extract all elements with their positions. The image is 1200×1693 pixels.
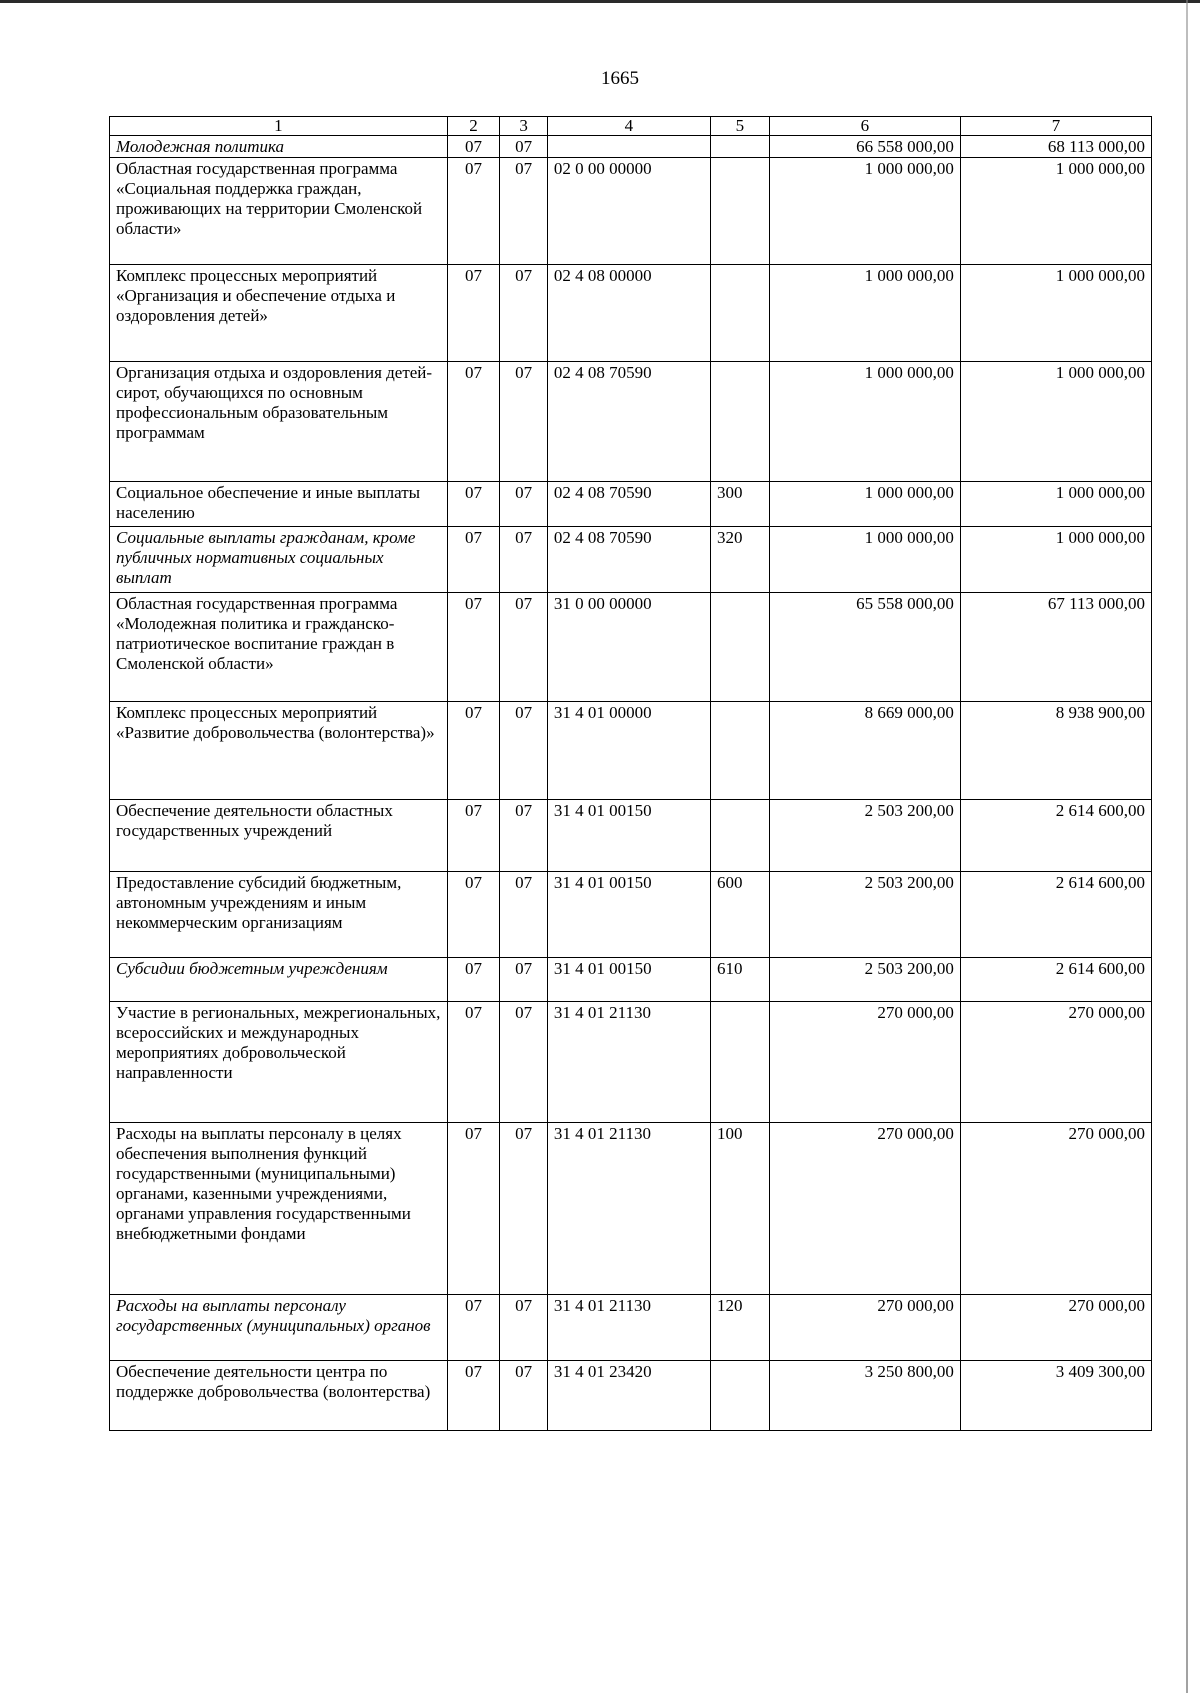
section-code-cell: 07 (447, 1295, 500, 1361)
row-name-cell: Комплекс процессных мероприятий «Развитие добровольчества (волонтерства)» (110, 702, 448, 800)
section-code-cell: 07 (447, 482, 500, 527)
amount-year2-cell: 3 409 300,00 (960, 1361, 1151, 1431)
amount-year2-cell: 1 000 000,00 (960, 265, 1151, 362)
table-row (110, 265, 1152, 362)
expense-type-cell (711, 158, 770, 265)
row-name-cell: Организация отдыха и оздоровления детей-сирот, обучающихся по основным профессиональным образовательным программам (110, 362, 448, 482)
subsection-code-cell: 07 (500, 872, 548, 958)
amount-year2-cell: 2 614 600,00 (960, 958, 1151, 1002)
scan-edge-right (1186, 0, 1188, 1693)
amount-year1-cell: 1 000 000,00 (769, 158, 960, 265)
table-row (110, 527, 1152, 593)
amount-year2-cell: 1 000 000,00 (960, 158, 1151, 265)
target-article-cell: 31 4 01 00150 (547, 800, 710, 872)
subsection-code-cell: 07 (500, 593, 548, 702)
amount-year1-cell: 8 669 000,00 (769, 702, 960, 800)
amount-year1-cell: 270 000,00 (769, 1295, 960, 1361)
target-article-cell (547, 136, 710, 158)
section-code-cell: 07 (447, 800, 500, 872)
section-code-cell: 07 (447, 265, 500, 362)
section-code-cell: 07 (447, 158, 500, 265)
column-header: 5 (711, 117, 770, 136)
expense-type-cell (711, 702, 770, 800)
table-row (110, 158, 1152, 265)
section-code-cell: 07 (447, 1361, 500, 1431)
expense-type-cell (711, 362, 770, 482)
subsection-code-cell: 07 (500, 800, 548, 872)
row-name-cell: Обеспечение деятельности областных государственных учреждений (110, 800, 448, 872)
target-article-cell: 31 4 01 00000 (547, 702, 710, 800)
expense-type-cell (711, 136, 770, 158)
amount-year1-cell: 1 000 000,00 (769, 482, 960, 527)
column-header: 2 (447, 117, 500, 136)
target-article-cell: 02 4 08 00000 (547, 265, 710, 362)
amount-year2-cell: 67 113 000,00 (960, 593, 1151, 702)
section-code-cell: 07 (447, 136, 500, 158)
section-code-cell: 07 (447, 872, 500, 958)
amount-year1-cell: 2 503 200,00 (769, 872, 960, 958)
row-name-cell: Обеспечение деятельности центра по поддержке добровольчества (волонтерства) (110, 1361, 448, 1431)
table-row (110, 1361, 1152, 1431)
table-row (110, 958, 1152, 1002)
amount-year2-cell: 2 614 600,00 (960, 872, 1151, 958)
amount-year1-cell: 270 000,00 (769, 1002, 960, 1123)
table-row (110, 482, 1152, 527)
subsection-code-cell: 07 (500, 362, 548, 482)
table-row (110, 702, 1152, 800)
expense-type-cell: 120 (711, 1295, 770, 1361)
column-header: 4 (547, 117, 710, 136)
expense-type-cell: 610 (711, 958, 770, 1002)
amount-year2-cell: 68 113 000,00 (960, 136, 1151, 158)
subsection-code-cell: 07 (500, 158, 548, 265)
expense-type-cell: 600 (711, 872, 770, 958)
expense-type-cell (711, 593, 770, 702)
amount-year2-cell: 2 614 600,00 (960, 800, 1151, 872)
table-row (110, 136, 1152, 158)
target-article-cell: 31 0 00 00000 (547, 593, 710, 702)
target-article-cell: 31 4 01 21130 (547, 1002, 710, 1123)
row-name-cell: Расходы на выплаты персоналу в целях обеспечения выполнения функций государственными (муниципальными) органами, казенными учреждениями, органами управления государственными внебюджетными фондами (110, 1123, 448, 1295)
expense-type-cell (711, 1002, 770, 1123)
subsection-code-cell: 07 (500, 958, 548, 1002)
section-code-cell: 07 (447, 362, 500, 482)
row-name-cell: Социальные выплаты гражданам, кроме публичных нормативных социальных выплат (110, 527, 448, 593)
table-row (110, 1123, 1152, 1295)
row-name-cell: Участие в региональных, межрегиональных, всероссийских и международных мероприятиях добровольческой направленности (110, 1002, 448, 1123)
amount-year1-cell: 2 503 200,00 (769, 800, 960, 872)
amount-year1-cell: 1 000 000,00 (769, 265, 960, 362)
target-article-cell: 31 4 01 21130 (547, 1123, 710, 1295)
amount-year2-cell: 8 938 900,00 (960, 702, 1151, 800)
target-article-cell: 02 4 08 70590 (547, 362, 710, 482)
table-row (110, 1002, 1152, 1123)
amount-year2-cell: 1 000 000,00 (960, 482, 1151, 527)
subsection-code-cell: 07 (500, 265, 548, 362)
expense-type-cell (711, 1361, 770, 1431)
amount-year1-cell: 1 000 000,00 (769, 527, 960, 593)
table-row (110, 872, 1152, 958)
amount-year1-cell: 2 503 200,00 (769, 958, 960, 1002)
target-article-cell: 31 4 01 21130 (547, 1295, 710, 1361)
page-number: 1665 (601, 68, 639, 89)
target-article-cell: 02 4 08 70590 (547, 527, 710, 593)
row-name-cell: Областная государственная программа «Молодежная политика и гражданско-патриотическое воспитание граждан в Смоленской области» (110, 593, 448, 702)
section-code-cell: 07 (447, 1123, 500, 1295)
amount-year2-cell: 270 000,00 (960, 1002, 1151, 1123)
column-header: 1 (110, 117, 448, 136)
table-row (110, 593, 1152, 702)
amount-year2-cell: 1 000 000,00 (960, 527, 1151, 593)
row-name-cell: Социальное обеспечение и иные выплаты населению (110, 482, 448, 527)
target-article-cell: 02 0 00 00000 (547, 158, 710, 265)
expense-type-cell: 320 (711, 527, 770, 593)
amount-year1-cell: 270 000,00 (769, 1123, 960, 1295)
expense-type-cell: 100 (711, 1123, 770, 1295)
target-article-cell: 31 4 01 00150 (547, 872, 710, 958)
row-name-cell: Расходы на выплаты персоналу государственных (муниципальных) органов (110, 1295, 448, 1361)
scan-edge-top (0, 0, 1200, 3)
table-body (110, 136, 1152, 1431)
amount-year2-cell: 1 000 000,00 (960, 362, 1151, 482)
amount-year1-cell: 1 000 000,00 (769, 362, 960, 482)
table-row (110, 362, 1152, 482)
target-article-cell: 31 4 01 00150 (547, 958, 710, 1002)
subsection-code-cell: 07 (500, 1002, 548, 1123)
column-number-row (110, 117, 1152, 136)
amount-year1-cell: 66 558 000,00 (769, 136, 960, 158)
amount-year2-cell: 270 000,00 (960, 1123, 1151, 1295)
section-code-cell: 07 (447, 593, 500, 702)
target-article-cell: 31 4 01 23420 (547, 1361, 710, 1431)
section-code-cell: 07 (447, 958, 500, 1002)
section-code-cell: 07 (447, 1002, 500, 1123)
row-name-cell: Субсидии бюджетным учреждениям (110, 958, 448, 1002)
expense-type-cell (711, 265, 770, 362)
table-row (110, 1295, 1152, 1361)
amount-year2-cell: 270 000,00 (960, 1295, 1151, 1361)
target-article-cell: 02 4 08 70590 (547, 482, 710, 527)
amount-year1-cell: 65 558 000,00 (769, 593, 960, 702)
section-code-cell: 07 (447, 527, 500, 593)
column-header: 6 (769, 117, 960, 136)
expense-type-cell: 300 (711, 482, 770, 527)
subsection-code-cell: 07 (500, 1361, 548, 1431)
subsection-code-cell: 07 (500, 702, 548, 800)
column-header: 7 (960, 117, 1151, 136)
expense-type-cell (711, 800, 770, 872)
subsection-code-cell: 07 (500, 527, 548, 593)
subsection-code-cell: 07 (500, 136, 548, 158)
amount-year1-cell: 3 250 800,00 (769, 1361, 960, 1431)
row-name-cell: Комплекс процессных мероприятий «Организация и обеспечение отдыха и оздоровления детей» (110, 265, 448, 362)
subsection-code-cell: 07 (500, 1123, 548, 1295)
row-name-cell: Молодежная политика (110, 136, 448, 158)
table-row (110, 800, 1152, 872)
budget-table (109, 116, 1152, 1431)
section-code-cell: 07 (447, 702, 500, 800)
row-name-cell: Областная государственная программа «Социальная поддержка граждан, проживающих на территории Смоленской области» (110, 158, 448, 265)
subsection-code-cell: 07 (500, 1295, 548, 1361)
row-name-cell: Предоставление субсидий бюджетным, автономным учреждениям и иным некоммерческим организациям (110, 872, 448, 958)
subsection-code-cell: 07 (500, 482, 548, 527)
column-header: 3 (500, 117, 548, 136)
